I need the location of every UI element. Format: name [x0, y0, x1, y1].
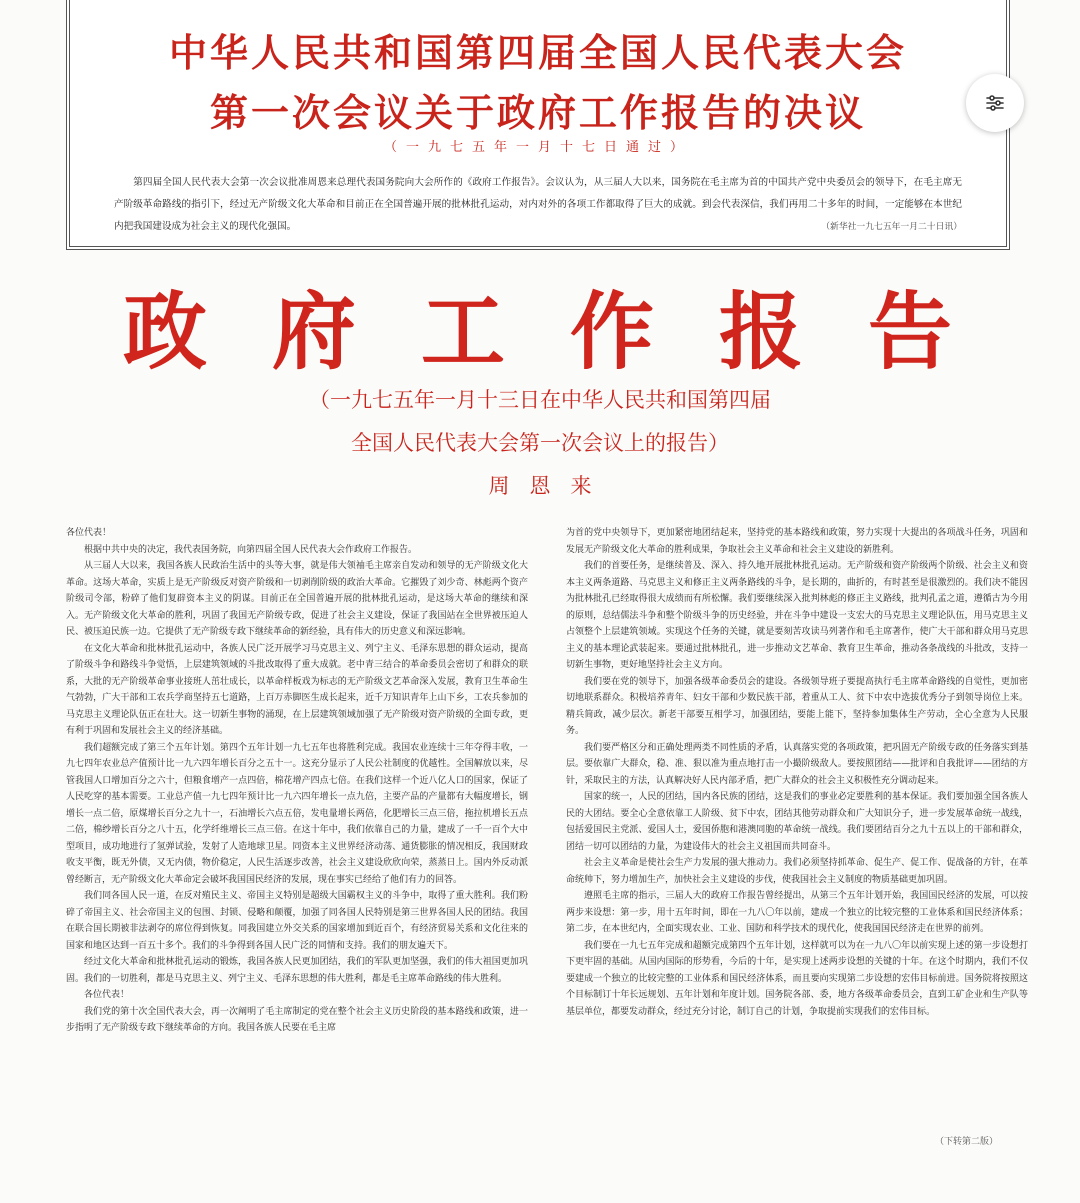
paragraph: 我们的首要任务，是继续普及、深入、持久地开展批林批孔运动。无产阶级和资产阶级两个阶级、社会主义和资本主义两条道路、马克思主义和修正主义两条路线的斗争，是长期的，曲折的，有时甚至是很激烈的。我们决不能因为批林批孔已经取得很大成绩而有所松懈。我们要继续深入批判林彪的修正主义路线，批判孔孟之道，遵循古为今用的原则，总结儒法斗争和整个阶级斗争的历史经验，并在斗争中建设一支宏大的马克思主义理论队伍，用马克思主义占领整个上层建筑领域。实现这个任务的关键，就是要刻苦攻读马列著作和毛主席著作，使广大干部和群众用马克思主义的基本理论武装起来。要通过批林批孔，进一步推动文艺革命、教育卫生革命，推动各条战线的斗批改，支持一切新生事物，更好地坚持社会主义方向。: [566, 561, 1028, 670]
paragraph: 国家的统一，人民的团结，国内各民族的团结，这是我们的事业必定要胜利的基本保证。我们要加强全国各族人民的大团结。要全心全意依靠工人阶级、贫下中农，团结其他劳动群众和广大知识分子，进一步发展革命统一战线，包括爱国民主党派、爱国人士，爱国侨胞和港澳同胞的革命统一战线。我们要团结百分之九十五以上的干部和群众，团结一切可以团结的力量，为建设伟大的社会主义祖国而共同奋斗。: [566, 792, 1028, 852]
paragraph: 我们党的第十次全国代表大会，再一次阐明了毛主席制定的党在整个社会主义历史阶段的基本路线和政策，进一步指明了无产阶级专政下继续革命的方向。我国各族人民要在毛主席: [66, 1006, 528, 1033]
paragraph: 我们要在党的领导下，加强各级革命委员会的建设。各级领导班子要提高执行毛主席革命路线的自觉性，更加密切地联系群众。积极培养青年、妇女干部和少数民族干部，着重从工人、贫下中农中选拔优秀分子到领导岗位上来。精兵简政，减少层次。新老干部要互相学习，加强团结，要能上能下，坚持参加集体生产劳动，全心全意为人民服务。: [566, 676, 1028, 736]
report-subtitle-line2: 全国人民代表大会第一次会议上的报告）: [351, 431, 729, 455]
paragraph: 我们要严格区分和正确处理两类不同性质的矛盾，认真落实党的各项政策，把巩固无产阶级专政的任务落实到基层。要依靠广大群众，稳、准、狠以准为重点地打击一小撮阶级敌人。要按照团结——批评和自我批评——团结的方针，采取民主的方法，认真解决好人民内部矛盾，把广大群众的社会主义积极性充分调动起来。: [566, 742, 1028, 786]
paragraph: 遵照毛主席的指示，三届人大的政府工作报告曾经提出，从第三个五年计划开始，我国国民经济的发展，可以按两步来设想：第一步，用十五年时间，即在一九八〇年以前，建成一个独立的比较完整的工业体系和国民经济体系；第二步，在本世纪内，全面实现农业、工业、国防和科学技术的现代化，使我国国民经济走在世界的前列。: [566, 891, 1028, 934]
resolution-body: [114, 172, 962, 238]
paragraph: 各位代表！: [84, 990, 130, 1000]
left-column: [66, 525, 528, 1153]
continue-note: （下转第二版）: [935, 1137, 999, 1147]
right-column: [566, 525, 1028, 1140]
resolution-text: 第四届全国人民代表大会第一次会议批准周恩来总理代表国务院向大会所作的《政府工作报告》。会议认为，从三届人大以来，国务院在毛主席为首的中国共产党中央委员会的领导下，在毛主席无产阶级革命路线的指引下，经过无产阶级文化大革命和目前正在全国普遍开展的批林批孔运动，对内对外的各项工作都取得了巨大的成就。到会代表深信，我们再用二十多年的时间，一定能够在本世纪内把我国建设成为社会主义的现代化强国。: [114, 177, 962, 232]
report-title: 政府工作报告: [122, 282, 1017, 381]
resolution-source: （新华社一九七五年一月二十日讯）: [821, 222, 962, 232]
paragraph: 我们超额完成了第三个五年计划。第四个五年计划一九七五年也将胜利完成。我国农业连续十三年夺得丰收，一九七四年农业总产值预计比一九六四年增长百分之五十一。这充分显示了人民公社制度的优越性。全国解放以来，尽管我国人口增加百分之六十，但粮食增产一点四倍，棉花增产四点七倍。在我们这样一个近八亿人口的国家，保证了人民吃穿的基本需要。工业总产值一九七四年预计比一九六四年增长一点九倍，主要产品的产量都有大幅度增长，钢增长一点二倍，原煤增长百分之九十一，石油增长六点五倍，发电量增长两倍，化肥增长三点三倍，拖拉机增长五点二倍，棉纱增长百分之八十五，化学纤维增长三点三倍。在这十年中，我们依靠自己的力量，建成了一千一百个大中型项目，成功地进行了氢弹试验，发射了人造地球卫星。同资本主义世界经济动荡、通货膨胀的情况相反，我国财政收支平衡，既无外债，又无内债，物价稳定，人民生活逐步改善，社会主义建设欣欣向荣，蒸蒸日上。国内外反动派曾经断言，无产阶级文化大革命定会破坏我国国民经济的发展，现在事实已经给了他们有力的回答。: [66, 742, 528, 885]
resolution-box: [66, 0, 1010, 250]
report-subtitle-line1: （一九七五年一月十三日在中华人民共和国第四届: [309, 388, 771, 412]
paragraph: 根据中共中央的决定，我代表国务院，向第四届全国人民代表大会作政府工作报告。: [84, 544, 418, 555]
resolution-title-line1: 中华人民共和国第四届全国人民代表大会: [168, 31, 907, 75]
paragraph: 我们同各国人民一道，在反对殖民主义、帝国主义特别是超级大国霸权主义的斗争中，取得了重大胜利。我们粉碎了帝国主义、社会帝国主义的包围、封锁、侵略和颠覆，加强了同各国人民特别是第三世界各国人民的团结。我国在联合国长期被非法剥夺的席位得到恢复。同我国建立外交关系的国家增加到近百个，有经济贸易关系和文化往来的国家和地区达到一百五十多个。我们的斗争得到各国人民广泛的同情和支持。我们的朋友遍天下。: [66, 891, 528, 951]
filter-button[interactable]: [966, 74, 1024, 132]
resolution-date: （一九七五年一月十七日通过）: [383, 140, 692, 155]
paragraph: 社会主义革命是使社会生产力发展的强大推动力。我们必须坚持抓革命、促生产、促工作、促战备的方针，在革命统帅下，努力增加生产，加快社会主义建设的步伐，使我国社会主义制度的物质基础更加巩固。: [566, 858, 1028, 885]
sliders-icon: [983, 91, 1007, 115]
report-author: 周恩来: [488, 474, 612, 498]
paragraph: 在文化大革命和批林批孔运动中，各族人民广泛开展学习马克思主义、列宁主义、毛泽东思想的群众运动，提高了阶级斗争和路线斗争觉悟，上层建筑领域的斗批改取得了重大成就。老中青三结合的革命委员会密切了和群众的联系，大批的无产阶级革命事业接班人茁壮成长，以革命样板戏为标志的无产阶级文艺革命深入发展，教育卫生革命生气勃勃，广大干部和工农兵学商坚持五七道路，上百万赤脚医生成长起来，近千万知识青年上山下乡，工农兵参加的马克思主义理论队伍正在壮大。这一切新生事物的涌现，在上层建筑领域加强了无产阶级对资产阶级的全面专政，更有利于巩固和发展社会主义的经济基础。: [66, 643, 528, 736]
paragraph: 为首的党中央领导下，更加紧密地团结起来，坚持党的基本路线和政策，努力实现十大提出的各项战斗任务，巩固和发展无产阶级文化大革命的胜利成果，争取社会主义革命和社会主义建设的新胜利。: [566, 528, 1028, 555]
resolution-title-line2: 第一次会议关于政府工作报告的决议: [209, 91, 866, 135]
paragraph: 我们要在一九七五年完成和超额完成第四个五年计划，这样就可以为在一九八〇年以前实现上述的第一步设想打下更牢固的基础。从国内国际的形势看，今后的十年，是实现上述两步设想的关键的十年。在这个时期内，我们不仅要建成一个独立的比较完整的工业体系和国民经济体系，而且要向实现第二步设想的宏伟目标前进。国务院将按照这个目标制订十年长远规划、五年计划和年度计划。国务院各部、委，地方各级革命委员会，直到工矿企业和生产队等基层单位，都要发动群众，经过充分讨论，制订自己的计划，争取提前实现我们的宏伟目标。: [566, 940, 1028, 1017]
paragraph: 经过文化大革命和批林批孔运动的锻炼，我国各族人民更加团结，我们的军队更加坚强，我们的伟大祖国更加巩固。我们的一切胜利，都是马克思主义、列宁主义、毛泽东思想的伟大胜利，都是毛主席革命路线的伟大胜利。: [66, 957, 528, 984]
paragraph: 各位代表！: [66, 528, 112, 538]
paragraph: 从三届人大以来，我国各族人民政治生活中的头等大事，就是伟大领袖毛主席亲自发动和领导的无产阶级文化大革命。这场大革命，实质上是无产阶级反对资产阶级和一切剥削阶级的政治大革命。它摧毁了刘少奇、林彪两个资产阶级司令部，粉碎了他们复辟资本主义的阴谋。目前正在全国普遍开展的批林批孔运动，是这场大革命的继续和深入。无产阶级文化大革命的胜利，巩固了我国无产阶级专政，促进了社会主义建设，保证了我国站在全世界被压迫人民、被压迫民族一边。它提供了无产阶级专政下继续革命的新经验，具有伟大的历史意义和深远影响。: [66, 561, 528, 637]
